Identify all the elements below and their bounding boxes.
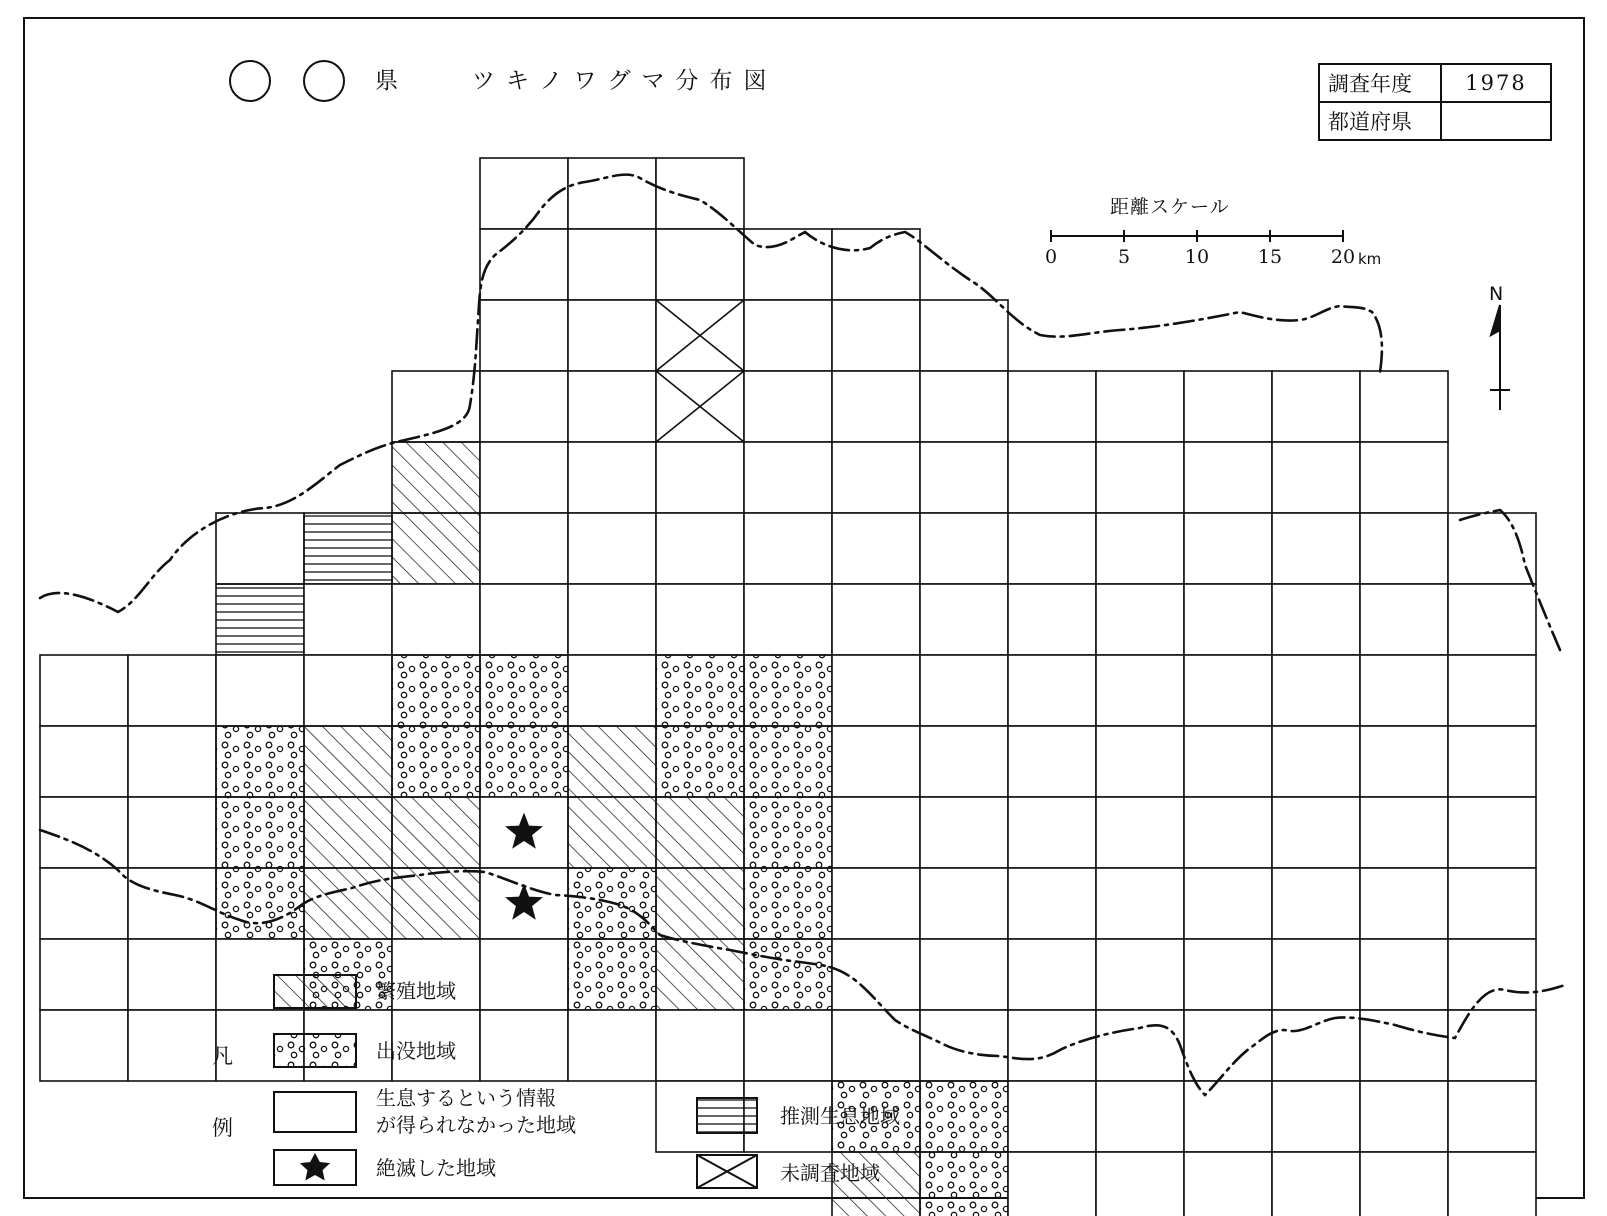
grid-cell (568, 300, 656, 371)
grid-cell-appearance (656, 726, 744, 797)
grid-cell (1272, 584, 1360, 655)
grid-cell (656, 1010, 744, 1081)
grid-cell (1272, 655, 1360, 726)
grid-cell (1448, 1081, 1536, 1152)
grid-cell (1272, 1152, 1360, 1216)
grid-cell (1096, 371, 1184, 442)
grid-cell-breeding (304, 726, 392, 797)
grid-cell-breeding (656, 868, 744, 939)
grid-cell (920, 939, 1008, 1010)
grid-cell (832, 371, 920, 442)
grid-cell (1272, 1010, 1360, 1081)
grid-cell-breeding (304, 868, 392, 939)
grid-cell (568, 513, 656, 584)
grid-cell (1184, 939, 1272, 1010)
grid-cell (1448, 797, 1536, 868)
grid-cell-appearance (392, 726, 480, 797)
grid-cell-appearance (744, 726, 832, 797)
info-value: 1978 (1441, 64, 1551, 102)
grid-cell (1360, 868, 1448, 939)
grid-cell (1448, 513, 1536, 584)
grid-cell (920, 655, 1008, 726)
grid-cell-presumed (216, 584, 304, 655)
info-key: 都道府県 (1319, 102, 1441, 140)
grid-cell-breeding (392, 442, 480, 513)
grid-cell (744, 513, 832, 584)
grid-cell (744, 584, 832, 655)
info-value (1441, 102, 1551, 140)
grid-cell (1008, 655, 1096, 726)
grid-cell (128, 939, 216, 1010)
grid-cell (1272, 726, 1360, 797)
grid-cell (1272, 371, 1360, 442)
legend-label-unsurveyed: 未調査地域 (780, 1161, 880, 1185)
legend-heading-1: 凡 (212, 1044, 233, 1068)
grid-cell (920, 868, 1008, 939)
legend-label-no-info-2: が得られなかった地域 (376, 1113, 576, 1137)
title-prefix: 県 (375, 68, 400, 94)
info-key: 調査年度 (1319, 64, 1441, 102)
grid-cell (1008, 1152, 1096, 1216)
grid-cell-appearance (656, 655, 744, 726)
grid-cell (40, 655, 128, 726)
grid-cell (1448, 868, 1536, 939)
grid-cell (568, 442, 656, 513)
grid-cell (1008, 797, 1096, 868)
grid-cell (656, 584, 744, 655)
grid-cell-appearance (920, 1081, 1008, 1152)
grid-cell (40, 1010, 128, 1081)
grid-cell (920, 300, 1008, 371)
grid-cell (216, 513, 304, 584)
legend-label-appearance: 出没地域 (376, 1039, 456, 1063)
legend-label-no-info-1: 生息するという情報 (376, 1086, 556, 1110)
grid-cell (1184, 442, 1272, 513)
grid-cell (920, 1010, 1008, 1081)
grid-cell-presumed (304, 513, 392, 584)
grid-cell (568, 229, 656, 300)
grid-cell (568, 1010, 656, 1081)
grid-cell-appearance (744, 797, 832, 868)
grid-cell (40, 939, 128, 1010)
legend-label-presumed: 推測生息地域 (780, 1104, 900, 1128)
grid-cell (920, 726, 1008, 797)
legend-heading-2: 例 (212, 1116, 233, 1140)
grid-cell (1096, 655, 1184, 726)
grid-cell (1096, 584, 1184, 655)
grid-cell (832, 868, 920, 939)
grid-cell (1096, 726, 1184, 797)
legend-label-extinct: 絶滅した地域 (376, 1156, 496, 1180)
grid-cell (1096, 797, 1184, 868)
scale-tick-label: 5 (1117, 246, 1131, 268)
grid-cell (832, 300, 920, 371)
grid-cell (1008, 868, 1096, 939)
grid-cell (1096, 1152, 1184, 1216)
grid-cell (128, 726, 216, 797)
grid-cell (1184, 513, 1272, 584)
grid-cell (744, 1010, 832, 1081)
grid-cell-breeding (392, 797, 480, 868)
legend-label-breeding: 繁殖地域 (376, 979, 456, 1003)
grid-cell (656, 229, 744, 300)
grid-cell (1360, 371, 1448, 442)
grid-cell (1008, 584, 1096, 655)
grid-cell (1096, 442, 1184, 513)
grid-cell (1008, 371, 1096, 442)
grid-cell (1008, 1081, 1096, 1152)
grid-cell (744, 300, 832, 371)
grid-cell (1008, 513, 1096, 584)
grid-cell-appearance (392, 655, 480, 726)
grid-cell (568, 655, 656, 726)
grid-cell (568, 584, 656, 655)
grid-cell (920, 371, 1008, 442)
grid-cell-appearance (744, 655, 832, 726)
grid-cell (1184, 1152, 1272, 1216)
grid-cell (128, 1010, 216, 1081)
grid-cell (1448, 939, 1536, 1010)
prefecture-placeholder-circle (229, 60, 271, 102)
grid-cell (1448, 655, 1536, 726)
grid-cell (832, 797, 920, 868)
grid-cell-appearance (568, 939, 656, 1010)
grid-cell (40, 797, 128, 868)
grid-cell (304, 584, 392, 655)
grid-cell (832, 655, 920, 726)
grid-cell-appearance (216, 726, 304, 797)
grid-cell (1360, 513, 1448, 584)
legend-swatch-breeding (274, 975, 356, 1008)
grid-cell (1272, 442, 1360, 513)
grid-cell (1360, 939, 1448, 1010)
grid-cell (1008, 939, 1096, 1010)
grid-cell (1448, 1010, 1536, 1081)
grid-cell (1096, 1010, 1184, 1081)
grid-cell (1184, 726, 1272, 797)
grid-cell (1360, 442, 1448, 513)
grid-cell (1272, 513, 1360, 584)
prefecture-placeholder-circle (303, 60, 345, 102)
grid-cell (1008, 442, 1096, 513)
info-row-year (1319, 64, 1551, 102)
grid-cell (920, 797, 1008, 868)
legend-swatch-presumed (697, 1098, 757, 1133)
grid-cell (920, 442, 1008, 513)
scale-title: 距離スケール (1110, 196, 1230, 218)
grid-cell-breeding (568, 726, 656, 797)
grid-cell (832, 513, 920, 584)
grid-cell (1184, 1081, 1272, 1152)
grid-cell (1448, 726, 1536, 797)
grid-cell (832, 229, 920, 300)
grid-cell-appearance (480, 655, 568, 726)
grid-cell (480, 584, 568, 655)
legend-swatch-appearance (274, 1034, 356, 1067)
grid-cell (1272, 939, 1360, 1010)
grid-cell (1184, 584, 1272, 655)
scale-tick-label: 15 (1257, 246, 1283, 268)
grid-cell (1360, 584, 1448, 655)
grid-cell (128, 655, 216, 726)
grid-cell (1184, 371, 1272, 442)
grid-cell-appearance (744, 939, 832, 1010)
grid-cell (1184, 868, 1272, 939)
grid-cell-appearance (920, 1152, 1008, 1216)
grid-cell (480, 939, 568, 1010)
grid-cell (920, 513, 1008, 584)
grid-cell-breeding (568, 797, 656, 868)
grid-cell (1360, 797, 1448, 868)
grid-cell (1096, 939, 1184, 1010)
scale-tick-label: 20 (1330, 246, 1356, 268)
scale-tick-label: 10 (1184, 246, 1210, 268)
grid-cell-breeding (392, 868, 480, 939)
grid-cell (656, 158, 744, 229)
grid-cell (1184, 797, 1272, 868)
grid-cell (392, 584, 480, 655)
grid-cell (1096, 513, 1184, 584)
grid-cell-breeding (656, 797, 744, 868)
grid-cell (744, 229, 832, 300)
scale-unit: km (1358, 250, 1382, 268)
north-label: N (1489, 283, 1504, 305)
grid-cell (832, 584, 920, 655)
grid-cell (1184, 655, 1272, 726)
grid-cell (744, 371, 832, 442)
info-row-prefecture (1319, 102, 1551, 140)
grid-cell (656, 513, 744, 584)
grid-cell (480, 1010, 568, 1081)
grid-cell (216, 655, 304, 726)
grid-cell (568, 158, 656, 229)
legend-swatch-no-info (274, 1092, 356, 1132)
grid-cell (1272, 797, 1360, 868)
grid-cell-appearance (216, 797, 304, 868)
distance-scale-bar (1051, 230, 1343, 242)
map-title (375, 62, 778, 95)
north-arrow (1490, 305, 1510, 410)
grid-cell (920, 584, 1008, 655)
grid-cell (480, 300, 568, 371)
grid-cell (1448, 1152, 1536, 1216)
grid-cell-breeding (304, 797, 392, 868)
grid-cell (1360, 1152, 1448, 1216)
grid-cell (744, 442, 832, 513)
grid-cell-appearance (480, 726, 568, 797)
grid-cell (832, 1010, 920, 1081)
grid-cell (40, 868, 128, 939)
grid-cell (656, 442, 744, 513)
grid-cell (568, 371, 656, 442)
grid-cell (1096, 1081, 1184, 1152)
grid-cell (1360, 655, 1448, 726)
grid-cell (1272, 868, 1360, 939)
grid-cell (1096, 868, 1184, 939)
grid-cell (1008, 1010, 1096, 1081)
grid-cell (1360, 726, 1448, 797)
title-main: ツキノワグマ分布図 (472, 68, 778, 94)
grid-cell (1008, 726, 1096, 797)
grid-cell (304, 655, 392, 726)
grid-cell (1272, 1081, 1360, 1152)
scale-tick-label: 0 (1044, 246, 1058, 268)
grid-cell (1448, 584, 1536, 655)
grid-cell (832, 726, 920, 797)
grid-cell (1360, 1081, 1448, 1152)
survey-info-table (1318, 63, 1552, 141)
grid-cell (480, 442, 568, 513)
grid-cell (128, 797, 216, 868)
grid-cell (832, 442, 920, 513)
grid-cell-appearance (744, 868, 832, 939)
grid-cell (480, 371, 568, 442)
grid-cell-appearance (216, 868, 304, 939)
grid-cell (480, 229, 568, 300)
grid-cell-breeding (392, 513, 480, 584)
grid-cell (480, 513, 568, 584)
grid-cell (40, 726, 128, 797)
